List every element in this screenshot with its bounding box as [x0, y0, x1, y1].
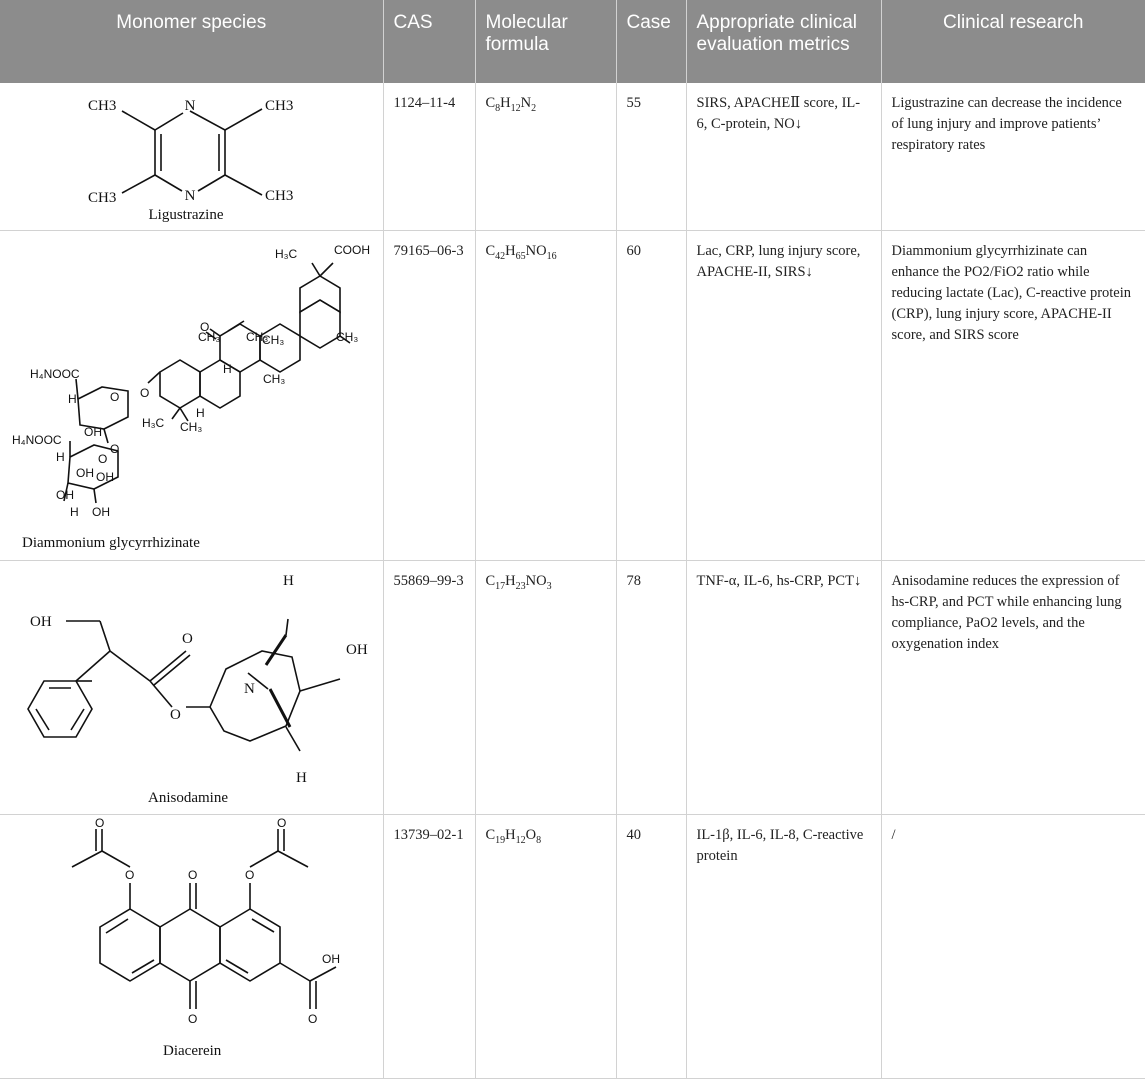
atom-label: O: [110, 389, 120, 404]
atom-label: H: [296, 769, 307, 786]
header-case: Case: [616, 0, 686, 83]
metrics-cell: IL-1β, IL-6, IL-8, C-reactive protein: [686, 814, 881, 1078]
research-cell: Diammonium glycyrrhizinate can enhance the PO2/FiO2 ratio while reducing lactate (Lac), C-reactive protein (CRP), lung injury score, APACHE-II score, and SIRS score: [881, 230, 1145, 560]
research-cell: /: [881, 814, 1145, 1078]
atom-label: CH₃: [198, 329, 221, 344]
metrics-cell: Lac, CRP, lung injury score, APACHE-II, SIRS↓: [686, 230, 881, 560]
table-row: [0, 83, 1145, 230]
atom-label: CH₃: [336, 329, 359, 344]
compound-name: Ligustrazine: [148, 207, 224, 223]
compound-name: Diacerein: [163, 1042, 222, 1059]
atom-label: OH: [76, 465, 94, 480]
metrics-cell: TNF-α, IL-6, hs-CRP, PCT↓: [686, 560, 881, 814]
atom-label: CH3: [265, 188, 294, 204]
atom-label: H₃C: [275, 246, 298, 261]
diacerein-structure: [0, 815, 382, 1078]
header-row: [0, 0, 1145, 83]
atom-label: N: [184, 188, 196, 204]
case-cell: 78: [616, 560, 686, 814]
research-cell: Anisodamine reduces the expression of hs-CRP, and PCT while enhancing lung compliance, PaO2 levels, and the oxygenation index: [881, 560, 1145, 814]
atom-label: O: [95, 815, 105, 830]
structure-cell: [0, 814, 383, 1078]
cas-cell: 13739–02-1: [383, 814, 475, 1078]
atom-label: O: [98, 451, 108, 466]
atom-label: H: [70, 504, 79, 519]
atom-label: H: [283, 572, 294, 589]
atom-label: OH: [96, 469, 114, 484]
atom-label: CH₃: [180, 419, 203, 434]
atom-label: O: [245, 867, 255, 882]
formula-cell: $C_8H_{12}N_2$: [475, 83, 616, 230]
atom-label: N: [244, 680, 255, 697]
case-cell: 55: [616, 83, 686, 230]
atom-label: CH3: [265, 98, 294, 114]
atom-label: O: [182, 630, 193, 647]
structure-cell: [0, 560, 383, 814]
table-row: [0, 230, 1145, 560]
atom-label: OH: [30, 613, 52, 630]
atom-label: H₃C: [142, 415, 165, 430]
atom-label: O: [140, 385, 150, 400]
atom-label: O: [125, 867, 135, 882]
atom-label: H: [68, 391, 77, 406]
formula-cell: $C_{42}H_{65}NO_{16}$: [475, 230, 616, 560]
atom-label: H₄NOOC: [12, 432, 62, 447]
header-formula: Molecular formula: [475, 0, 616, 83]
anisodamine-structure: [0, 561, 382, 814]
header-research: Clinical research: [881, 0, 1145, 83]
header-monomer: Monomer species: [0, 0, 383, 83]
atom-label: O: [110, 441, 120, 456]
metrics-cell: SIRS, APACHEⅡ score, IL-6, C-protein, NO↓: [686, 83, 881, 230]
cas-cell: 79165–06-3: [383, 230, 475, 560]
cas-cell: 1124–11-4: [383, 83, 475, 230]
table-row: [0, 814, 1145, 1078]
atom-label: O: [188, 1011, 198, 1026]
atom-label: CH3: [88, 98, 117, 114]
table-row: [0, 560, 1145, 814]
atom-label: O: [277, 815, 287, 830]
structure-cell: [0, 83, 383, 230]
case-cell: 60: [616, 230, 686, 560]
atom-label: H: [196, 405, 205, 420]
atom-label: O: [308, 1011, 318, 1026]
formula-cell: $C_{19}H_{12}O_8$: [475, 814, 616, 1078]
atom-label: CH₃: [246, 329, 269, 344]
case-cell: 40: [616, 814, 686, 1078]
header-cas: CAS: [383, 0, 475, 83]
diammonium-glycyrrhizinate-structure: [0, 231, 382, 560]
atom-label: CH₃: [263, 371, 286, 386]
atom-label: H: [223, 361, 232, 376]
atom-label: CH3: [88, 190, 117, 206]
atom-label: H: [56, 449, 65, 464]
cas-cell: 55869–99-3: [383, 560, 475, 814]
atom-label: O: [170, 706, 181, 723]
atom-label: CH₃: [262, 332, 285, 347]
atom-label: OH: [56, 487, 74, 502]
atom-label: COOH: [334, 242, 370, 257]
ligustrazine-structure: [0, 83, 382, 229]
formula-cell: $C_{17}H_{23}NO_3$: [475, 560, 616, 814]
atom-label: OH: [84, 424, 102, 439]
atom-label: H₄NOOC: [30, 366, 80, 381]
atom-label: O: [200, 319, 210, 334]
research-cell: Ligustrazine can decrease the incidence of lung injury and improve patients’ respiratory rates: [881, 83, 1145, 230]
atom-label: OH: [92, 504, 110, 519]
header-metrics: Appropriate clinical evaluation metrics: [686, 0, 881, 83]
compound-name: Diammonium glycyrrhizinate: [22, 534, 200, 551]
atom-label: OH: [346, 641, 368, 658]
compound-name: Anisodamine: [148, 789, 228, 806]
atom-label: OH: [322, 951, 340, 966]
atom-label: O: [188, 867, 198, 882]
structure-cell: [0, 230, 383, 560]
atom-label: N: [184, 98, 196, 114]
